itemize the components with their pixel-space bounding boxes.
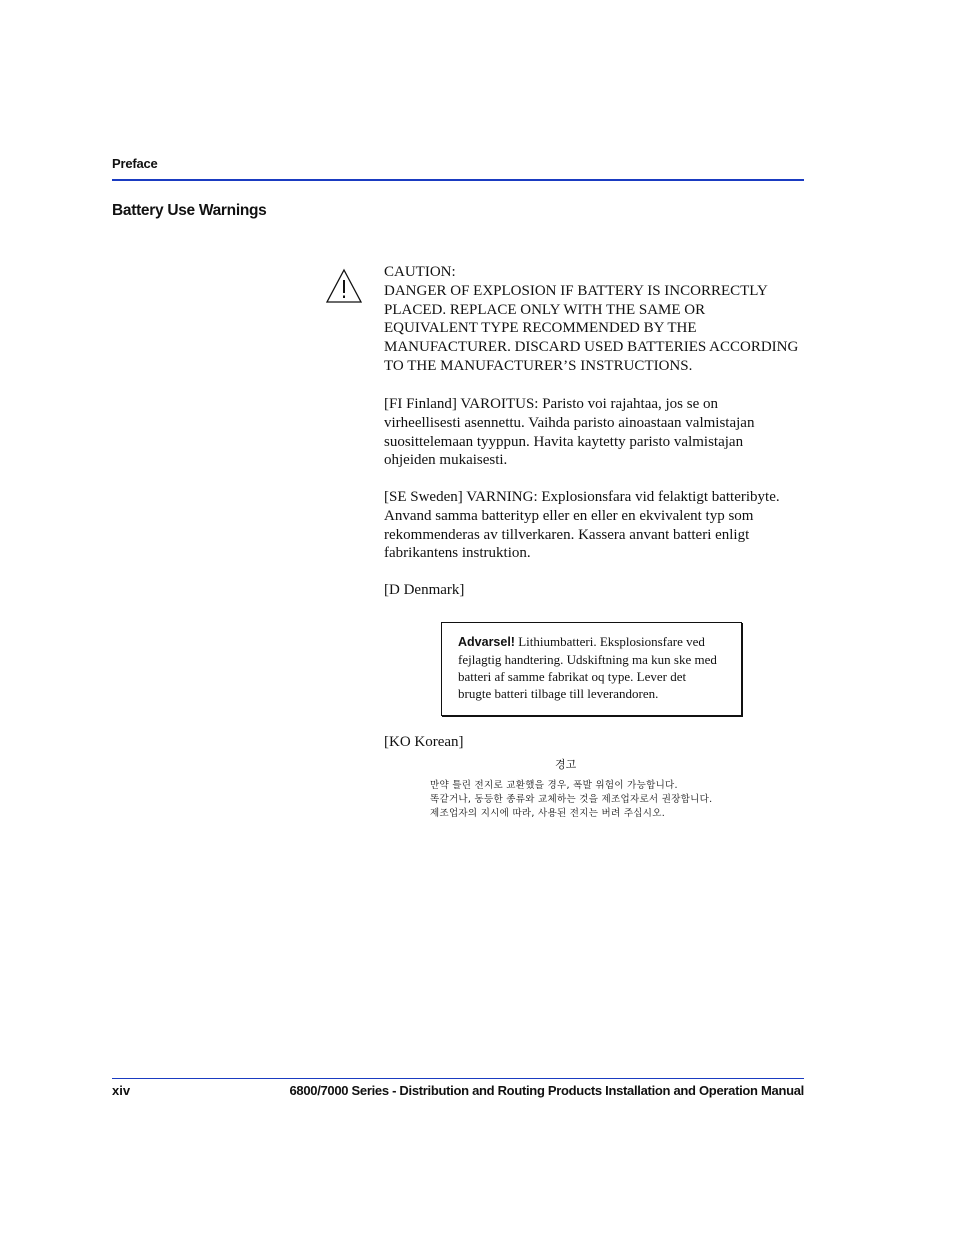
- korean-warning-title: 경고: [555, 758, 577, 771]
- caution-line: CAUTION:: [384, 264, 456, 280]
- denmark-warning-box: [441, 622, 742, 716]
- header-divider: [112, 179, 804, 181]
- finland-line: virheellisesti asennettu. Vaihda paristo ainoastaan valmistajan: [384, 414, 755, 431]
- sweden-warning-text: [384, 488, 804, 563]
- korean-line: 똑같거나, 동등한 종류와 교체하는 것을 제조업자로서 권장합니다.: [430, 794, 713, 805]
- caution-line: MANUFACTURER. DISCARD USED BATTERIES ACCORDING: [384, 339, 799, 356]
- denmark-line: batteri af samme fabrikat oq type. Lever det: [458, 669, 687, 684]
- denmark-line: Lithiumbatteri. Eksplosionsfare ved: [514, 634, 705, 649]
- korean-label: [KO Korean]: [384, 734, 464, 750]
- finland-line: ohjeiden mukaisesti.: [384, 452, 508, 469]
- section-title: Battery Use Warnings: [112, 202, 267, 219]
- denmark-label: [D Denmark]: [384, 582, 465, 598]
- page-number: xiv: [112, 1083, 131, 1098]
- finland-line: [FI Finland] VAROITUS: Paristo voi rajahtaa, jos se on: [384, 396, 719, 412]
- sweden-line: fabrikantens instruktion.: [384, 545, 531, 562]
- denmark-line: fejlagtig handtering. Udskiftning ma kun ske med: [458, 652, 717, 667]
- denmark-warning-text: [458, 633, 734, 702]
- finland-line: suosittelemaan tyyppun. Havita kaytetty paristo valmistajan: [384, 433, 744, 450]
- header-section-label: Preface: [112, 156, 158, 171]
- finland-warning-text: [384, 395, 804, 470]
- sweden-line: Anvand samma batterityp eller en eller en ekvivalent typ som: [384, 507, 754, 524]
- caution-line: PLACED. REPLACE ONLY WITH THE SAME OR: [384, 301, 706, 318]
- footer-divider: [112, 1078, 804, 1079]
- sweden-line: [SE Sweden] VARNING: Explosionsfara vid felaktigt batteribyte.: [384, 489, 780, 505]
- caution-line: TO THE MANUFACTURER’S INSTRUCTIONS.: [384, 357, 693, 374]
- manual-title: 6800/7000 Series - Distribution and Routing Products Installation and Operation Manual: [289, 1083, 804, 1098]
- korean-line: 만약 틀린 전지로 교환했을 경우, 폭발 위험이 가능합니다.: [430, 780, 678, 791]
- caution-line: DANGER OF EXPLOSION IF BATTERY IS INCORRECTLY: [384, 282, 768, 299]
- warning-triangle-icon: [325, 268, 363, 304]
- caution-warning-text: [384, 263, 804, 376]
- korean-line: 제조업자의 지시에 따라, 사용된 전지는 버려 주십시오.: [430, 808, 666, 819]
- sweden-line: rekommenderas av tillverkaren. Kassera anvant batteri enligt: [384, 526, 750, 543]
- caution-line: EQUIVALENT TYPE RECOMMENDED BY THE: [384, 320, 697, 337]
- denmark-line: brugte batteri tilbage till leverandoren.: [458, 686, 659, 701]
- advarsel-lead: Advarsel!: [458, 635, 515, 649]
